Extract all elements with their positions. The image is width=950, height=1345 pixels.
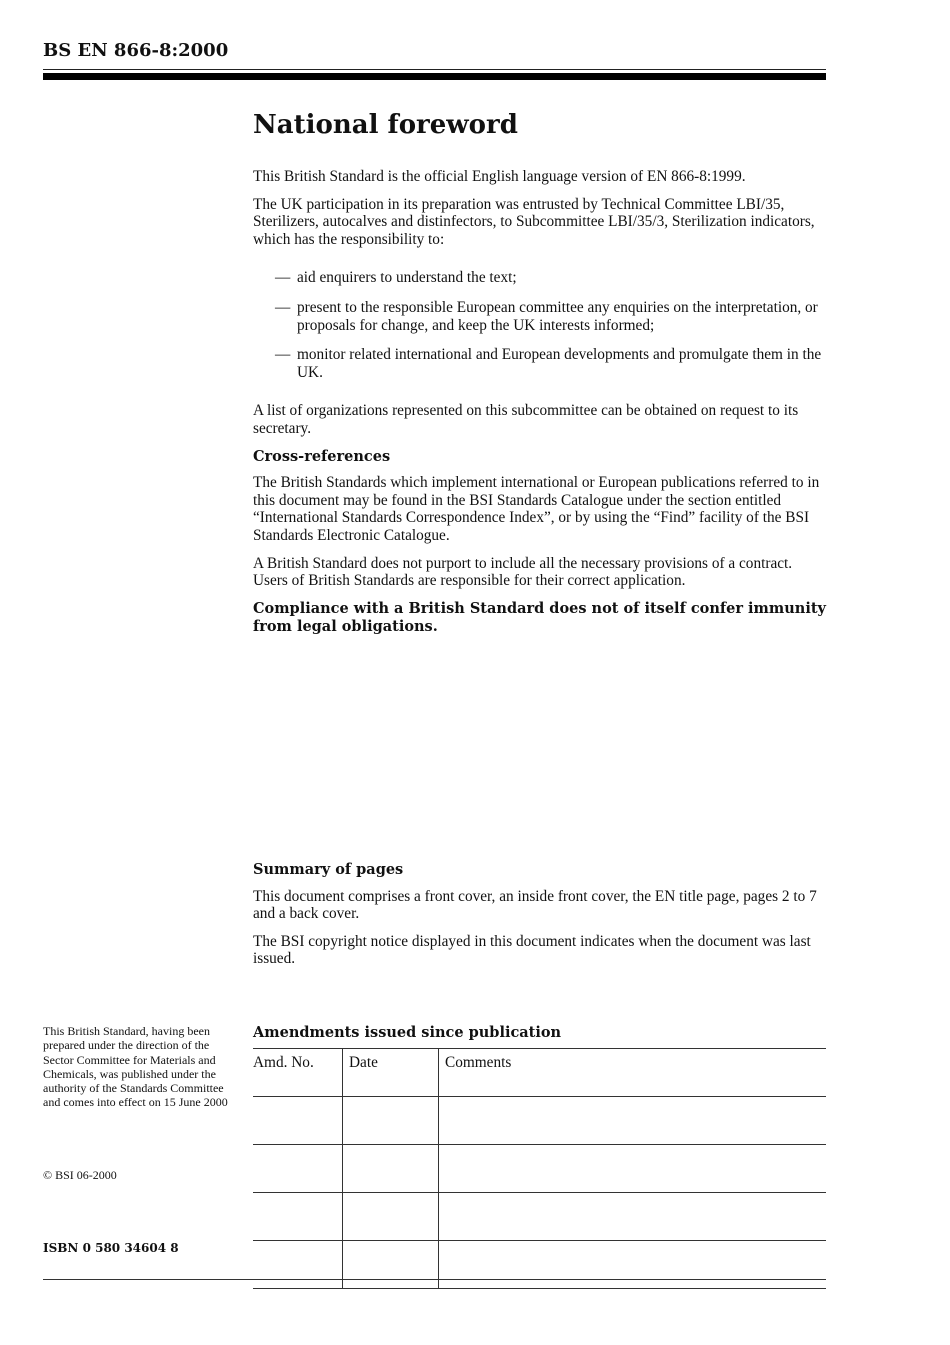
amendments-table bbox=[253, 1048, 826, 1289]
table-cell bbox=[439, 1241, 827, 1289]
copyright-line: © BSI 06-2000 bbox=[43, 1168, 117, 1182]
list-item bbox=[253, 269, 828, 287]
page-title: National foreword bbox=[253, 110, 518, 140]
table-cell bbox=[439, 1193, 827, 1241]
table-row bbox=[253, 1097, 826, 1145]
table-cell bbox=[343, 1145, 439, 1193]
organizations-paragraph: A list of organizations represented on this subcommittee can be obtained on request to its secretary. bbox=[253, 402, 799, 437]
header-rule-thick bbox=[43, 73, 826, 80]
responsibility-list bbox=[253, 269, 828, 381]
cross-references-heading: Cross-references bbox=[253, 447, 391, 465]
column-header-comments: Comments bbox=[439, 1049, 827, 1097]
provisions-paragraph: A British Standard does not purport to include all the necessary provisions of a contract. Users of British Standards are responsible for their correct application. bbox=[253, 554, 793, 590]
table-cell bbox=[343, 1097, 439, 1145]
table-cell bbox=[439, 1145, 827, 1193]
summary-heading: Summary of pages bbox=[253, 861, 404, 878]
table-cell bbox=[253, 1193, 343, 1241]
publication-note: This British Standard, having been prepared under the direction of the Sector Committee for Materials and Chemicals, was published under the authority of the Standards Committee and comes into effect on 15 June 2000 bbox=[43, 1024, 228, 1110]
dash-bullet: — bbox=[275, 298, 291, 316]
table-cell bbox=[253, 1097, 343, 1145]
summary-paragraph: This document comprises a front cover, an inside front cover, the EN title page, pages 2 to 7 and a back cover. bbox=[253, 887, 817, 923]
dash-bullet: — bbox=[275, 346, 291, 364]
table-cell bbox=[439, 1097, 827, 1145]
national-foreword-section bbox=[253, 108, 828, 646]
table-row bbox=[253, 1193, 826, 1241]
list-item bbox=[253, 299, 828, 334]
table-row bbox=[253, 1241, 826, 1289]
cross-references-paragraph: The British Standards which implement international or European publications referred to in this document may be found in the BSI Standards Catalogue under the section entitled “International Standards Correspondence Index”, or by using the “Find” facility of the BSI Standards Electronic Catalogue. bbox=[253, 474, 820, 544]
list-item bbox=[253, 346, 828, 381]
participation-paragraph: The UK participation in its preparation was entrusted by Technical Committee LBI/35, Sterilizers, autocalves and distinfectors, to Subcommittee LBI/35/3, Sterilization indicators, which has the responsibility to: bbox=[253, 195, 815, 248]
list-item-text: monitor related international and European developments and promulgate them in the UK. bbox=[297, 346, 822, 381]
table-cell bbox=[343, 1193, 439, 1241]
table-header-row bbox=[253, 1049, 826, 1097]
list-item-text: aid enquirers to understand the text; bbox=[297, 269, 517, 287]
table-cell bbox=[253, 1145, 343, 1193]
column-header-date: Date bbox=[343, 1049, 439, 1097]
isbn-line: ISBN 0 580 34604 8 bbox=[43, 1241, 179, 1255]
amendments-heading: Amendments issued since publication bbox=[253, 1024, 562, 1041]
summary-of-pages-section bbox=[253, 861, 828, 978]
dash-bullet: — bbox=[275, 269, 291, 287]
list-item-text: present to the responsible European committee any enquiries on the interpretation, or proposals for change, and keep the UK interests informed; bbox=[297, 298, 818, 334]
table-cell bbox=[343, 1241, 439, 1289]
header-rule-thin bbox=[43, 69, 826, 70]
document-id-header: BS EN 866-8:2000 bbox=[43, 40, 229, 61]
copyright-notice-paragraph: The BSI copyright notice displayed in this document indicates when the document was last issued. bbox=[253, 932, 811, 968]
table-row bbox=[253, 1145, 826, 1193]
table-cell bbox=[253, 1241, 343, 1289]
intro-paragraph: This British Standard is the official English language version of EN 866-8:1999. bbox=[253, 168, 746, 185]
compliance-statement: Compliance with a British Standard does not of itself confer immunity from legal obligations. bbox=[253, 599, 826, 635]
footer-rule bbox=[43, 1279, 826, 1280]
column-header-amd-no: Amd. No. bbox=[253, 1049, 343, 1097]
